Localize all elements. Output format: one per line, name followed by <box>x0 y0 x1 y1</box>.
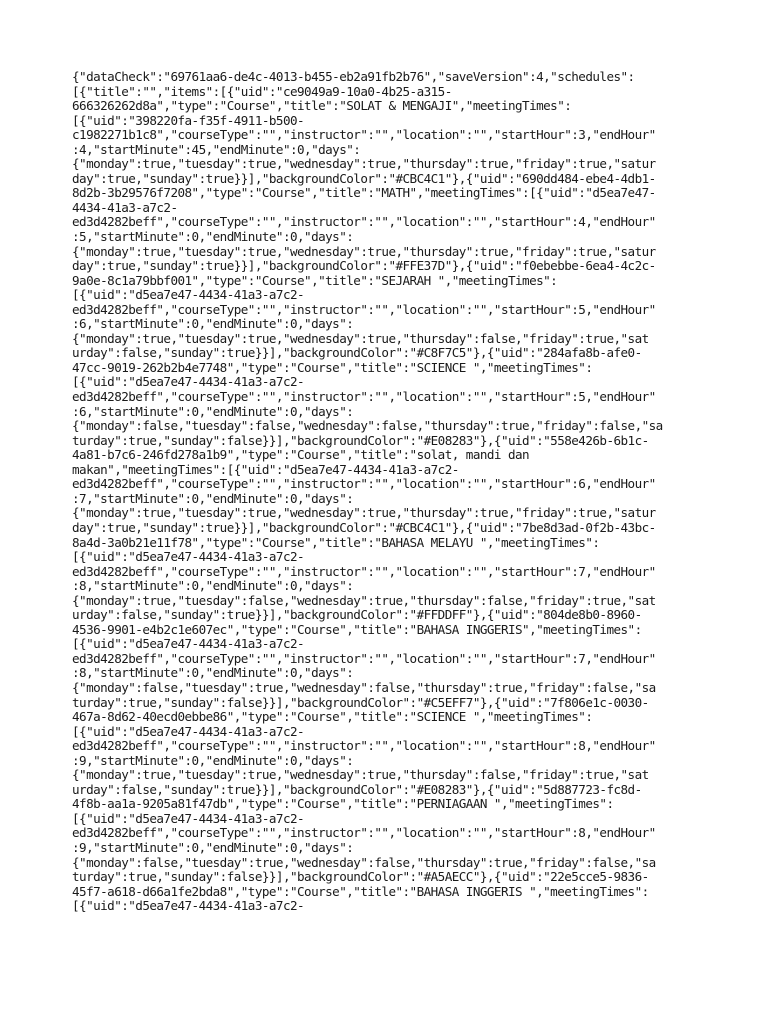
text-line: day":true,"sunday":true}}],"backgroundColor":"#FFE37D"},{"uid":"f0ebebbe-6ea4-4c2c- <box>72 258 656 274</box>
text-line: ed3d4282beff","courseType":"","instructor":"","location":"","startHour":8,"endHour" <box>72 738 656 754</box>
text-line: 9a0e-8c1a79bbf001","type":"Course","title":"SEJARAH ","meetingTimes": <box>72 272 558 288</box>
text-line: {"monday":false,"tuesday":true,"wednesday":false,"thursday":true,"friday":false,"sa <box>72 854 656 870</box>
text-line: 47cc-9019-262b2b4e7748","type":"Course","title":"SCIENCE ","meetingTimes": <box>72 359 593 375</box>
text-line: c1982271b1c8","courseType":"","instructor":"","location":"","startHour":3,"endHour" <box>72 127 656 143</box>
text-line: :5,"startMinute":0,"endMinute":0,"days": <box>72 229 354 245</box>
text-line: 4a81-b7c6-246fd278a1b9","type":"Course","title":"solat, mandi dan <box>72 447 530 463</box>
text-line: ed3d4282beff","courseType":"","instructor":"","location":"","startHour":4,"endHour" <box>72 214 656 230</box>
text-line: urday":false,"sunday":true}}],"backgroundColor":"#FFDDFF"},{"uid":"804de8b0-8960- <box>72 607 642 623</box>
text-line: {"monday":true,"tuesday":true,"wednesday":true,"thursday":false,"friday":true,"sat <box>72 330 649 346</box>
text-line: turday":true,"sunday":false}}],"backgroundColor":"#A5AECC"},{"uid":"22e5cce5-9836- <box>72 869 649 885</box>
text-line: 4f8b-aa1a-9205a81f47db","type":"Course","title":"PERNIAGAAN ","meetingTimes": <box>72 796 614 812</box>
text-line: [{"uid":"d5ea7e47-4434-41a3-a7c2- <box>72 636 305 652</box>
text-line: {"monday":true,"tuesday":false,"wednesday":true,"thursday":false,"friday":true,"sat <box>72 592 656 608</box>
text-line: 467a-8d62-40ecd0ebbe86","type":"Course","title":"SCIENCE ","meetingTimes": <box>72 709 593 725</box>
text-line: [{"uid":"d5ea7e47-4434-41a3-a7c2- <box>72 374 305 390</box>
text-line: {"monday":true,"tuesday":true,"wednesday":true,"thursday":true,"friday":true,"satur <box>72 243 656 259</box>
text-line: day":true,"sunday":true}}],"backgroundColor":"#CBC4C1"},{"uid":"690dd484-ebe4-4db1- <box>72 170 656 186</box>
text-line: 666326262d8a","type":"Course","title":"SOLAT & MENGAJI","meetingTimes": <box>72 98 572 114</box>
text-line: [{"uid":"d5ea7e47-4434-41a3-a7c2- <box>72 287 305 303</box>
text-line: {"monday":true,"tuesday":true,"wednesday":true,"thursday":false,"friday":true,"sat <box>72 767 649 783</box>
text-line: :8,"startMinute":0,"endMinute":0,"days": <box>72 578 354 594</box>
text-line: :9,"startMinute":0,"endMinute":0,"days": <box>72 839 354 855</box>
raw-json-text-document <box>72 70 702 914</box>
text-line: urday":false,"sunday":true}}],"backgroundColor":"#E08283"},{"uid":"5d887723-fc8d- <box>72 781 642 797</box>
text-line: [{"title":"","items":[{"uid":"ce9049a9-10a0-4b25-a315- <box>72 83 452 99</box>
text-line: [{"uid":"d5ea7e47-4434-41a3-a7c2- <box>72 723 305 739</box>
text-line: {"monday":false,"tuesday":true,"wednesday":false,"thursday":true,"friday":false,"sa <box>72 679 656 695</box>
text-line: ed3d4282beff","courseType":"","instructor":"","location":"","startHour":8,"endHour" <box>72 825 656 841</box>
text-line: 8d2b-3b29576f7208","type":"Course","title":"MATH","meetingTimes":[{"uid":"d5ea7e47- <box>72 185 656 201</box>
text-line: urday":false,"sunday":true}}],"backgroundColor":"#C8F7C5"},{"uid":"284afa8b-afe0- <box>72 345 642 361</box>
text-line: 4434-41a3-a7c2- <box>72 199 178 215</box>
text-line: ed3d4282beff","courseType":"","instructor":"","location":"","startHour":5,"endHour" <box>72 301 656 317</box>
text-line: turday":true,"sunday":false}}],"backgroundColor":"#C5EFF7"},{"uid":"7f806e1c-0030- <box>72 694 649 710</box>
text-line: {"dataCheck":"69761aa6-de4c-4013-b455-eb2a91fb2b76","saveVersion":4,"schedules": <box>72 69 635 84</box>
text-line: 8a4d-3a0b21e11f78","type":"Course","title":"BAHASA MELAYU ","meetingTimes": <box>72 534 600 550</box>
text-line: [{"uid":"398220fa-f35f-4911-b500- <box>72 112 305 128</box>
text-line: 45f7-a618-d66a1fe2bda8","type":"Course","title":"BAHASA INGGERIS ","meetingTimes": <box>72 883 649 899</box>
text-line: ed3d4282beff","courseType":"","instructor":"","location":"","startHour":5,"endHour" <box>72 389 656 405</box>
text-line: {"monday":false,"tuesday":false,"wednesday":false,"thursday":true,"friday":false,"sa <box>72 418 663 434</box>
text-line: :4,"startMinute":45,"endMinute":0,"days": <box>72 141 361 157</box>
text-line: :7,"startMinute":0,"endMinute":0,"days": <box>72 490 354 506</box>
text-line: :6,"startMinute":0,"endMinute":0,"days": <box>72 316 354 332</box>
text-line: ed3d4282beff","courseType":"","instructor":"","location":"","startHour":7,"endHour" <box>72 563 656 579</box>
text-line: turday":true,"sunday":false}}],"backgroundColor":"#E08283"},{"uid":"558e426b-6b1c- <box>72 432 649 448</box>
text-line: ed3d4282beff","courseType":"","instructor":"","location":"","startHour":7,"endHour" <box>72 650 656 666</box>
text-line: [{"uid":"d5ea7e47-4434-41a3-a7c2- <box>72 810 305 826</box>
text-line: :6,"startMinute":0,"endMinute":0,"days": <box>72 403 354 419</box>
text-line: makan","meetingTimes":[{"uid":"d5ea7e47-4434-41a3-a7c2- <box>72 461 459 477</box>
text-line: day":true,"sunday":true}}],"backgroundColor":"#CBC4C1"},{"uid":"7be8d3ad-0f2b-43bc- <box>72 519 656 535</box>
text-line: :9,"startMinute":0,"endMinute":0,"days": <box>72 752 354 768</box>
text-line: 4536-9901-e4b2c1e607ec","type":"Course","title":"BAHASA INGGERIS","meetingTimes": <box>72 621 642 637</box>
text-line: :8,"startMinute":0,"endMinute":0,"days": <box>72 665 354 681</box>
text-line: [{"uid":"d5ea7e47-4434-41a3-a7c2- <box>72 898 305 914</box>
text-line: ed3d4282beff","courseType":"","instructor":"","location":"","startHour":6,"endHour" <box>72 476 656 492</box>
text-line: {"monday":true,"tuesday":true,"wednesday":true,"thursday":true,"friday":true,"satur <box>72 156 656 172</box>
text-line: [{"uid":"d5ea7e47-4434-41a3-a7c2- <box>72 549 305 565</box>
text-line: {"monday":true,"tuesday":true,"wednesday":true,"thursday":true,"friday":true,"satur <box>72 505 656 521</box>
